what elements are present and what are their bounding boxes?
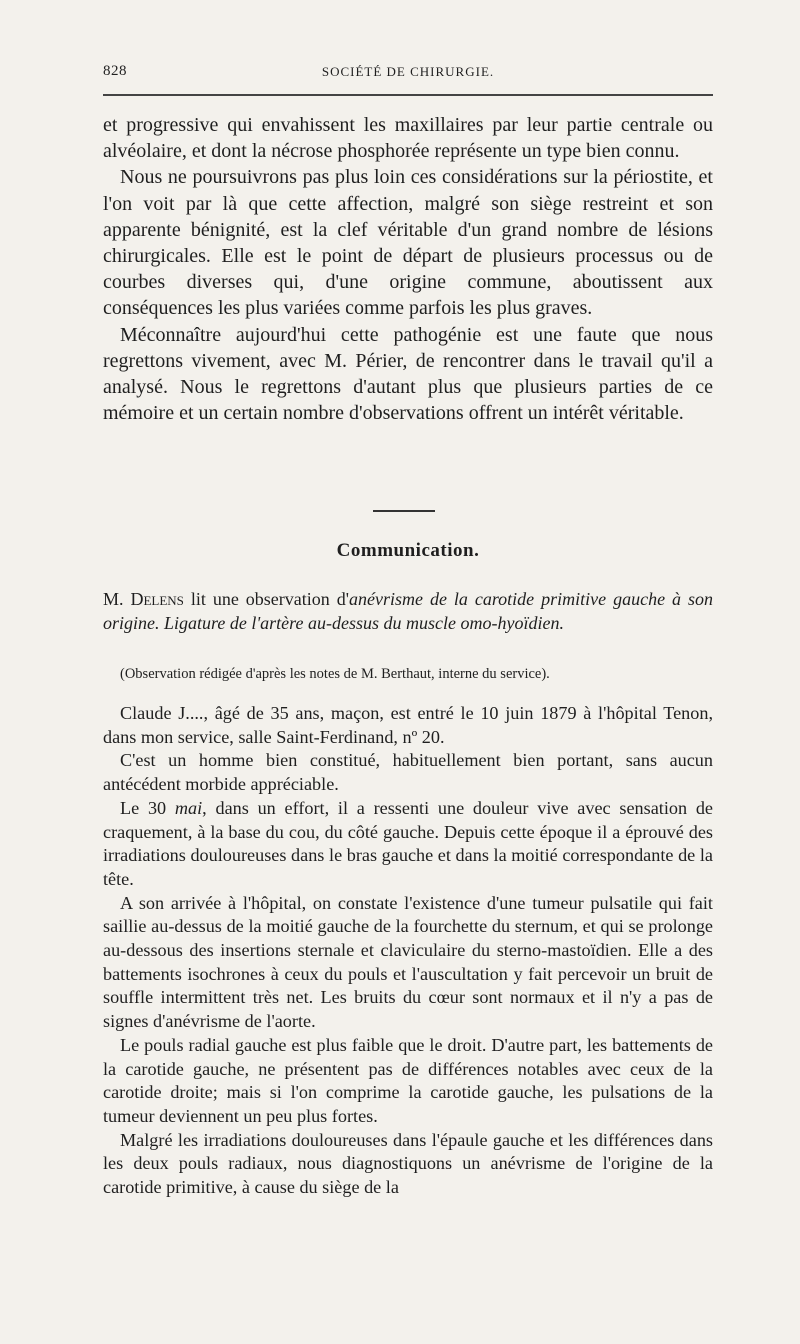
observation-announcement — [103, 588, 713, 635]
paragraph: et progressive qui envahissent les maxillaires par leur partie centrale ou alvéolaire, et dont la nécrose phosphorée représente un type bien connu. — [103, 114, 713, 163]
author-prefix: M. — [103, 589, 131, 609]
running-title: SOCIÉTÉ DE CHIRURGIE. — [321, 64, 495, 79]
section-heading: Communication. — [336, 540, 480, 561]
case-text — [103, 702, 713, 1200]
observation-note: (Observation rédigée d'après les notes de M. Berthaut, interne du service). — [120, 666, 550, 682]
paragraph: Méconnaître aujourd'hui cette pathogénie est une faute que nous regrettons vivement, avec M. Périer, de rencontrer dans le travail qu'il a analysé. Nous le regrettons d'autant plus que plusieurs parties de ce mémoire et un certain nombre d'observations offrent un intérêt véritable. — [103, 323, 713, 425]
case-paragraph: A son arrivée à l'hôpital, on constate l'existence d'une tumeur pulsatile qui fait saillie au-dessus de la moitié gauche de la fourchette du sternum, et qui se prolonge au-dessous des insertions sternale et claviculaire du sterno-mastoïdien. Elle a des battements isochrones à ceux du pouls et l'auscultation y fait percevoir un bruit de souffle intermittent très net. Les bruits du cœur sont normaux et il n'y a pas de signes d'anévrisme de l'aorte. — [103, 892, 713, 1032]
header-rule — [103, 94, 713, 96]
paragraph: Nous ne poursuivrons pas plus loin ces considérations sur la périostite, et l'on voit par là que cette affection, malgré son siège restreint et son apparente bénignité, est la clef véritable d'un grand nombre de lésions chirurgicales. Elle est le point de départ de plusieurs processus ou de courbes diverses qui, d'une origine commune, aboutissent aux conséquences les plus variées comme parfois les plus graves. — [103, 166, 713, 320]
case-paragraph: C'est un homme bien constitué, habituellement bien portant, sans aucun antécédent morbide appréciable. — [103, 750, 713, 795]
page-number: 828 — [103, 63, 127, 79]
case-paragraph: Claude J...., âgé de 35 ans, maçon, est entré le 10 juin 1879 à l'hôpital Tenon, dans mon service, salle Saint-Ferdinand, nº 20. — [103, 703, 713, 747]
author-name: Delens — [130, 589, 184, 609]
section-separator — [373, 510, 435, 512]
case-paragraph: Malgré les irradiations douloureuses dans l'épaule gauche et les différences dans les deux pouls radiaux, nous diagnostiquons un anévrisme de l'origine de la carotide primitive, à cause du siège de la — [103, 1129, 713, 1198]
case-paragraph: Le pouls radial gauche est plus faible que le droit. D'autre part, les battements de la carotide gauche, ne présentent pas de différences notables avec ceux de la carotide droite; mais si l'on comprime la carotide gauche, les pulsations de la tumeur deviennent un peu plus fortes. — [103, 1034, 713, 1126]
intro-text — [103, 112, 713, 426]
observation-title: anévrisme de la carotide primitive gauche à son origine. Ligature de l'artère au-dessus du muscle omo-hyoïdien. — [103, 589, 713, 633]
case-paragraph: Le 30 mai, dans un effort, il a ressenti une douleur vive avec sensation de craquement, à la base du cou, du côté gauche. Depuis cette époque il a éprouvé des irradiations douloureuses dans le bras gauche et dans la moitié correspondante de la tête. — [103, 797, 713, 889]
announcement-verb: lit une observation d' — [183, 589, 349, 609]
running-head — [103, 63, 713, 85]
